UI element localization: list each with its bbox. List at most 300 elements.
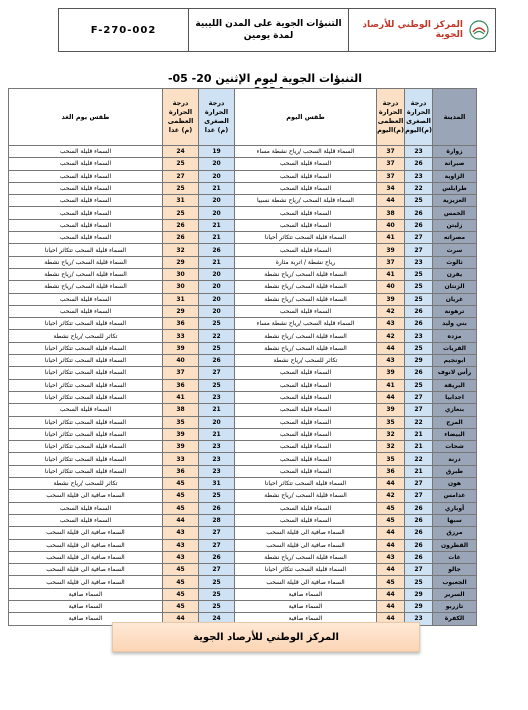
max-today-cell: 32	[377, 441, 405, 453]
max-today-cell: 40	[377, 281, 405, 293]
max-tomorrow-cell: 40	[163, 355, 199, 367]
city-cell: المرج	[433, 416, 477, 428]
min-tomorrow-cell: 21	[199, 428, 235, 440]
city-cell: الكفرة	[433, 613, 477, 625]
min-today-cell: 25	[405, 281, 433, 293]
min-tomorrow-cell: 23	[199, 391, 235, 403]
weather-tomorrow-cell: السماء قليلة السحب	[9, 502, 163, 514]
min-today-cell: 26	[405, 539, 433, 551]
min-today-cell: 25	[405, 195, 433, 207]
min-tomorrow-cell: 20	[199, 207, 235, 219]
max-tomorrow-cell: 26	[163, 219, 199, 231]
footer-banner: المركز الوطني للأرصاد الجوية	[112, 622, 420, 652]
min-tomorrow-cell: 27	[199, 539, 235, 551]
min-today-cell: 26	[405, 207, 433, 219]
max-tomorrow-cell: 44	[163, 613, 199, 625]
weather-tomorrow-cell: السماء قليلة السحب /رياح نشطة	[9, 268, 163, 280]
min-tomorrow-cell: 27	[199, 367, 235, 379]
min-today-cell: 26	[405, 158, 433, 170]
max-today-cell: 44	[377, 342, 405, 354]
forecast-table	[8, 88, 477, 626]
weather-today-cell: السماء قليلة السحب	[235, 170, 377, 182]
document-subject	[189, 9, 349, 51]
max-tomorrow-cell: 39	[163, 342, 199, 354]
max-tomorrow-cell: 33	[163, 330, 199, 342]
max-today-cell: 44	[377, 391, 405, 403]
city-cell: رأس لانوف	[433, 367, 477, 379]
weather-tomorrow-cell: السماء قليلة السحب تتكاثر احيانا	[9, 342, 163, 354]
min-tomorrow-cell: 25	[199, 342, 235, 354]
min-today-cell: 26	[405, 514, 433, 526]
weather-tomorrow-cell: السماء صافية الى قليلة السحب	[9, 564, 163, 576]
city-cell: الزاوية	[433, 170, 477, 182]
city-cell: زوارة	[433, 146, 477, 158]
min-today-cell: 26	[405, 502, 433, 514]
table-row	[9, 564, 477, 576]
city-cell: السرير	[433, 588, 477, 600]
max-tomorrow-cell: 39	[163, 441, 199, 453]
min-tomorrow-cell: 20	[199, 195, 235, 207]
weather-tomorrow-cell: تكاثر للسحب /رياح نشطة	[9, 330, 163, 342]
max-tomorrow-cell: 38	[163, 404, 199, 416]
min-today-cell: 27	[405, 391, 433, 403]
min-tomorrow-cell: 25	[199, 588, 235, 600]
max-tomorrow-cell: 29	[163, 305, 199, 317]
min-tomorrow-cell: 25	[199, 490, 235, 502]
city-cell: مصراته	[433, 232, 477, 244]
min-today-cell: 25	[405, 293, 433, 305]
table-row	[9, 527, 477, 539]
max-tomorrow-cell: 45	[163, 600, 199, 612]
max-today-cell: 43	[377, 355, 405, 367]
weather-today-cell: السماء قليلة السحب	[235, 465, 377, 477]
weather-today-cell: السماء قليلة السحب /رياح نشطة	[235, 281, 377, 293]
max-today-cell: 39	[377, 367, 405, 379]
max-today-cell: 34	[377, 182, 405, 194]
min-tomorrow-cell: 25	[199, 576, 235, 588]
min-today-cell: 29	[405, 600, 433, 612]
weather-tomorrow-cell: السماء قليلة السحب تتكاثر احيانا	[9, 318, 163, 330]
table-row	[9, 281, 477, 293]
weather-tomorrow-cell: السماء قليلة السحب	[9, 207, 163, 219]
city-cell: هون	[433, 478, 477, 490]
table-row	[9, 182, 477, 194]
table-row	[9, 428, 477, 440]
min-today-cell: 27	[405, 478, 433, 490]
weather-today-cell: السماء صافية الى قليلة السحب	[235, 576, 377, 588]
weather-today-cell: السماء قليلة السحب /رياح نشطة مساء	[235, 318, 377, 330]
table-row	[9, 379, 477, 391]
weather-tomorrow-cell: السماء قليلة السحب	[9, 146, 163, 158]
max-today-cell: 32	[377, 428, 405, 440]
city-cell: درنة	[433, 453, 477, 465]
max-tomorrow-cell: 43	[163, 539, 199, 551]
weather-tomorrow-cell: السماء قليلة السحب	[9, 404, 163, 416]
table-row	[9, 330, 477, 342]
max-tomorrow-cell: 32	[163, 244, 199, 256]
city-cell: طبرق	[433, 465, 477, 477]
weather-tomorrow-cell: السماء قليلة السحب	[9, 305, 163, 317]
table-row	[9, 158, 477, 170]
min-today-cell: 27	[405, 232, 433, 244]
weather-today-cell: السماء قليلة السحب	[235, 428, 377, 440]
min-tomorrow-cell: 21	[199, 404, 235, 416]
col-header-weather-tomorrow: طقس يوم الغد	[9, 89, 163, 146]
city-cell: بني وليد	[433, 318, 477, 330]
min-tomorrow-cell: 20	[199, 170, 235, 182]
weather-tomorrow-cell: السماء قليلة السحب تتكاثر احيانا	[9, 355, 163, 367]
weather-tomorrow-cell: السماء قليلة السحب	[9, 170, 163, 182]
min-today-cell: 25	[405, 576, 433, 588]
max-today-cell: 43	[377, 318, 405, 330]
city-cell: سبها	[433, 514, 477, 526]
city-cell: ترهونة	[433, 305, 477, 317]
weather-tomorrow-cell: السماء صافية الى قليلة السحب	[9, 539, 163, 551]
max-today-cell: 41	[377, 379, 405, 391]
min-today-cell: 21	[405, 441, 433, 453]
weather-today-cell: السماء قليلة السحب /رياح نشطة	[235, 268, 377, 280]
weather-today-cell: السماء صافية	[235, 600, 377, 612]
max-today-cell: 37	[377, 158, 405, 170]
city-cell: يفرن	[433, 268, 477, 280]
max-tomorrow-cell: 27	[163, 170, 199, 182]
weather-today-cell: السماء صافية الى قليلة السحب	[235, 527, 377, 539]
min-today-cell: 26	[405, 551, 433, 563]
min-today-cell: 26	[405, 527, 433, 539]
max-tomorrow-cell: 36	[163, 379, 199, 391]
table-row	[9, 219, 477, 231]
document-header	[58, 8, 496, 52]
weather-tomorrow-cell: السماء صافية الى قليلة السحب	[9, 576, 163, 588]
max-today-cell: 41	[377, 268, 405, 280]
document-subject-line2: لمدة يومين	[243, 31, 294, 41]
max-tomorrow-cell: 25	[163, 207, 199, 219]
max-tomorrow-cell: 31	[163, 195, 199, 207]
min-today-cell: 26	[405, 367, 433, 379]
table-row	[9, 232, 477, 244]
min-tomorrow-cell: 21	[199, 256, 235, 268]
city-cell: طرابلس	[433, 182, 477, 194]
max-tomorrow-cell: 37	[163, 367, 199, 379]
min-tomorrow-cell: 26	[199, 355, 235, 367]
weather-today-cell: السماء قليلة السحب	[235, 158, 377, 170]
max-today-cell: 35	[377, 453, 405, 465]
min-tomorrow-cell: 25	[199, 600, 235, 612]
weather-today-cell: السماء قليلة السحب	[235, 182, 377, 194]
max-tomorrow-cell: 24	[163, 146, 199, 158]
city-cell: ابونجيم	[433, 355, 477, 367]
col-header-weather-today: طقس اليوم	[235, 89, 377, 146]
city-cell: غات	[433, 551, 477, 563]
max-today-cell: 39	[377, 293, 405, 305]
weather-tomorrow-cell: السماء صافية الى قليلة السحب	[9, 490, 163, 502]
min-tomorrow-cell: 31	[199, 478, 235, 490]
min-tomorrow-cell: 24	[199, 613, 235, 625]
min-today-cell: 22	[405, 453, 433, 465]
min-today-cell: 23	[405, 256, 433, 268]
min-today-cell: 27	[405, 404, 433, 416]
weather-tomorrow-cell: السماء قليلة السحب تتكاثر احيانا	[9, 453, 163, 465]
weather-tomorrow-cell: السماء قليلة السحب تتكاثر احيانا	[9, 391, 163, 403]
weather-tomorrow-cell: السماء صافية	[9, 613, 163, 625]
min-today-cell: 22	[405, 416, 433, 428]
weather-today-cell: السماء قليلة السحب /رياح نشطة	[235, 490, 377, 502]
max-today-cell: 44	[377, 478, 405, 490]
org-name: المركز الوطني للأرصاد الجوية	[362, 20, 463, 40]
city-cell: الخمس	[433, 207, 477, 219]
weather-tomorrow-cell: السماء قليلة السحب تتكاثر احيانا	[9, 367, 163, 379]
table-row	[9, 600, 477, 612]
table-row	[9, 355, 477, 367]
min-tomorrow-cell: 26	[199, 502, 235, 514]
max-tomorrow-cell: 31	[163, 293, 199, 305]
weather-tomorrow-cell: السماء قليلة السحب	[9, 232, 163, 244]
table-row	[9, 478, 477, 490]
weather-tomorrow-cell: السماء قليلة السحب	[9, 182, 163, 194]
city-cell: بنغازي	[433, 404, 477, 416]
min-tomorrow-cell: 21	[199, 232, 235, 244]
city-cell: غريان	[433, 293, 477, 305]
city-cell: تازربو	[433, 600, 477, 612]
weather-tomorrow-cell: السماء قليلة السحب تتكاثر احيانا	[9, 465, 163, 477]
max-tomorrow-cell: 33	[163, 453, 199, 465]
weather-tomorrow-cell: السماء قليلة السحب تتكاثر احيانا	[9, 428, 163, 440]
weather-today-cell: السماء قليلة السحب /رياح نشطة نسبيا	[235, 195, 377, 207]
table-row	[9, 453, 477, 465]
max-today-cell: 40	[377, 219, 405, 231]
table-row	[9, 293, 477, 305]
min-tomorrow-cell: 25	[199, 379, 235, 391]
weather-today-cell: السماء قليلة السحب	[235, 514, 377, 526]
table-row	[9, 551, 477, 563]
max-today-cell: 39	[377, 404, 405, 416]
max-tomorrow-cell: 44	[163, 514, 199, 526]
weather-tomorrow-cell: السماء قليلة السحب	[9, 293, 163, 305]
min-today-cell: 23	[405, 146, 433, 158]
max-tomorrow-cell: 29	[163, 256, 199, 268]
weather-today-cell: السماء قليلة السحب /رياح نشطة	[235, 293, 377, 305]
min-today-cell: 27	[405, 244, 433, 256]
min-tomorrow-cell: 23	[199, 453, 235, 465]
weather-tomorrow-cell: السماء قليلة السحب تتكاثر احيانا	[9, 441, 163, 453]
weather-tomorrow-cell: السماء قليلة السحب تتكاثر احيانا	[9, 244, 163, 256]
weather-today-cell: السماء قليلة السحب	[235, 441, 377, 453]
weather-today-cell: السماء صافية	[235, 613, 377, 625]
max-tomorrow-cell: 30	[163, 281, 199, 293]
page-title: التنبؤات الجوية ليوم الإثنين 20- 05-	[167, 72, 363, 85]
max-tomorrow-cell: 41	[163, 391, 199, 403]
table-row	[9, 465, 477, 477]
min-today-cell: 29	[405, 355, 433, 367]
weather-today-cell: السماء قليلة السحب /رياح نشطة مساء	[235, 146, 377, 158]
weather-tomorrow-cell: السماء قليلة السحب	[9, 514, 163, 526]
table-row	[9, 342, 477, 354]
min-today-cell: 22	[405, 182, 433, 194]
min-tomorrow-cell: 23	[199, 465, 235, 477]
weather-tomorrow-cell: السماء صافية	[9, 600, 163, 612]
table-row	[9, 244, 477, 256]
col-header-max-tomorrow: درجة الحرارة العظمى (م) غدا	[163, 89, 199, 146]
min-tomorrow-cell: 27	[199, 527, 235, 539]
min-tomorrow-cell: 26	[199, 551, 235, 563]
min-today-cell: 25	[405, 342, 433, 354]
max-today-cell: 39	[377, 244, 405, 256]
table-row	[9, 441, 477, 453]
weather-today-cell: السماء قليلة السحب	[235, 453, 377, 465]
max-tomorrow-cell: 30	[163, 268, 199, 280]
table-row	[9, 539, 477, 551]
weather-today-cell: السماء قليلة السحب /رياح نشطة	[235, 330, 377, 342]
table-row	[9, 391, 477, 403]
city-cell: سرت	[433, 244, 477, 256]
max-tomorrow-cell: 25	[163, 182, 199, 194]
table-row	[9, 367, 477, 379]
min-tomorrow-cell: 20	[199, 158, 235, 170]
min-today-cell: 21	[405, 465, 433, 477]
weather-today-cell: السماء قليلة السحب	[235, 244, 377, 256]
weather-today-cell: السماء قليلة السحب	[235, 367, 377, 379]
max-today-cell: 45	[377, 576, 405, 588]
min-today-cell: 25	[405, 268, 433, 280]
min-today-cell: 26	[405, 219, 433, 231]
city-cell: مرزق	[433, 527, 477, 539]
max-today-cell: 42	[377, 330, 405, 342]
table-row	[9, 268, 477, 280]
weather-tomorrow-cell: السماء قليلة السحب	[9, 195, 163, 207]
table-row	[9, 146, 477, 158]
weather-today-cell: السماء صافية	[235, 588, 377, 600]
min-today-cell: 27	[405, 564, 433, 576]
max-today-cell: 44	[377, 600, 405, 612]
city-cell: الجغبوب	[433, 576, 477, 588]
weather-tomorrow-cell: السماء قليلة السحب تتكاثر احيانا	[9, 379, 163, 391]
weather-today-cell: السماء قليلة السحب	[235, 219, 377, 231]
city-cell: صبراتة	[433, 158, 477, 170]
min-today-cell: 26	[405, 305, 433, 317]
table-body	[9, 146, 477, 626]
max-today-cell: 44	[377, 613, 405, 625]
table-row	[9, 256, 477, 268]
max-tomorrow-cell: 36	[163, 465, 199, 477]
weather-today-cell: السماء قليلة السحب	[235, 502, 377, 514]
max-today-cell: 45	[377, 514, 405, 526]
weather-today-cell: السماء قليلة السحب تتكاثر احيانا	[235, 564, 377, 576]
min-today-cell: 27	[405, 490, 433, 502]
max-tomorrow-cell: 25	[163, 158, 199, 170]
min-tomorrow-cell: 28	[199, 514, 235, 526]
max-today-cell: 44	[377, 539, 405, 551]
max-tomorrow-cell: 26	[163, 232, 199, 244]
weather-tomorrow-cell: السماء قليلة السحب /رياح نشطة	[9, 256, 163, 268]
table-row	[9, 514, 477, 526]
min-tomorrow-cell: 22	[199, 330, 235, 342]
city-cell: أوباري	[433, 502, 477, 514]
city-cell: القريات	[433, 342, 477, 354]
weather-tomorrow-cell: السماء قليلة السحب	[9, 219, 163, 231]
min-tomorrow-cell: 23	[199, 441, 235, 453]
min-tomorrow-cell: 25	[199, 318, 235, 330]
table-row	[9, 576, 477, 588]
max-tomorrow-cell: 35	[163, 416, 199, 428]
min-tomorrow-cell: 20	[199, 293, 235, 305]
city-cell: زليتن	[433, 219, 477, 231]
city-cell: شحات	[433, 441, 477, 453]
min-today-cell: 23	[405, 170, 433, 182]
weather-today-cell: السماء قليلة السحب /رياح نشطة	[235, 551, 377, 563]
max-tomorrow-cell: 45	[163, 490, 199, 502]
weather-today-cell: السماء قليلة السحب	[235, 379, 377, 391]
city-cell: جالو	[433, 564, 477, 576]
max-tomorrow-cell: 36	[163, 318, 199, 330]
col-header-min-tomorrow: درجة الحرارة الصغرى (م) غدا	[199, 89, 235, 146]
max-tomorrow-cell: 45	[163, 502, 199, 514]
org-logo-icon	[469, 20, 489, 40]
weather-tomorrow-cell: السماء صافية	[9, 588, 163, 600]
weather-today-cell: السماء قليلة السحب	[235, 391, 377, 403]
max-today-cell: 45	[377, 502, 405, 514]
min-tomorrow-cell: 21	[199, 182, 235, 194]
max-today-cell: 42	[377, 305, 405, 317]
weather-tomorrow-cell: السماء صافية الى قليلة السحب	[9, 527, 163, 539]
weather-tomorrow-cell: السماء صافية الى قليلة السحب	[9, 551, 163, 563]
form-code: F-270-002	[59, 9, 189, 51]
weather-today-cell: السماء قليلة السحب	[235, 416, 377, 428]
max-today-cell: 37	[377, 256, 405, 268]
max-tomorrow-cell: 45	[163, 564, 199, 576]
max-today-cell: 37	[377, 170, 405, 182]
max-today-cell: 35	[377, 416, 405, 428]
table-row	[9, 305, 477, 317]
min-tomorrow-cell: 19	[199, 146, 235, 158]
weather-tomorrow-cell: السماء قليلة السحب تتكاثر احيانا	[9, 416, 163, 428]
table-row	[9, 404, 477, 416]
table-row	[9, 502, 477, 514]
min-tomorrow-cell: 21	[199, 219, 235, 231]
col-header-city: المدينة	[433, 89, 477, 146]
max-today-cell: 42	[377, 490, 405, 502]
weather-today-cell: السماء صافية الى قليلة السحب	[235, 539, 377, 551]
max-today-cell: 44	[377, 564, 405, 576]
weather-today-cell: تكاثر للسحب /رياح نشطة	[235, 355, 377, 367]
max-today-cell: 38	[377, 207, 405, 219]
max-today-cell: 43	[377, 551, 405, 563]
table-row	[9, 490, 477, 502]
city-cell: مزده	[433, 330, 477, 342]
max-today-cell: 37	[377, 146, 405, 158]
min-today-cell: 23	[405, 613, 433, 625]
weather-today-cell: السماء قليلة السحب تتكاثر أحيانا	[235, 232, 377, 244]
max-tomorrow-cell: 45	[163, 478, 199, 490]
min-tomorrow-cell: 26	[199, 244, 235, 256]
min-today-cell: 25	[405, 379, 433, 391]
max-today-cell: 44	[377, 527, 405, 539]
weather-today-cell: رياح نشطة / اتربة مثارة	[235, 256, 377, 268]
max-tomorrow-cell: 45	[163, 588, 199, 600]
document-subject-line1: التنبؤات الجوية على المدن الليبية	[195, 19, 342, 29]
city-cell: اجدابيا	[433, 391, 477, 403]
min-today-cell: 26	[405, 318, 433, 330]
weather-tomorrow-cell: تكاثر للسحب /رياح نشطة	[9, 478, 163, 490]
weather-tomorrow-cell: السماء قليلة السحب	[9, 158, 163, 170]
city-cell: القطرون	[433, 539, 477, 551]
city-cell: ثالوث	[433, 256, 477, 268]
table-row	[9, 207, 477, 219]
max-today-cell: 41	[377, 232, 405, 244]
weather-today-cell: السماء قليلة السحب	[235, 207, 377, 219]
min-tomorrow-cell: 20	[199, 416, 235, 428]
organization-block	[349, 9, 495, 51]
weather-tomorrow-cell: السماء قليلة السحب /رياح نشطة	[9, 281, 163, 293]
